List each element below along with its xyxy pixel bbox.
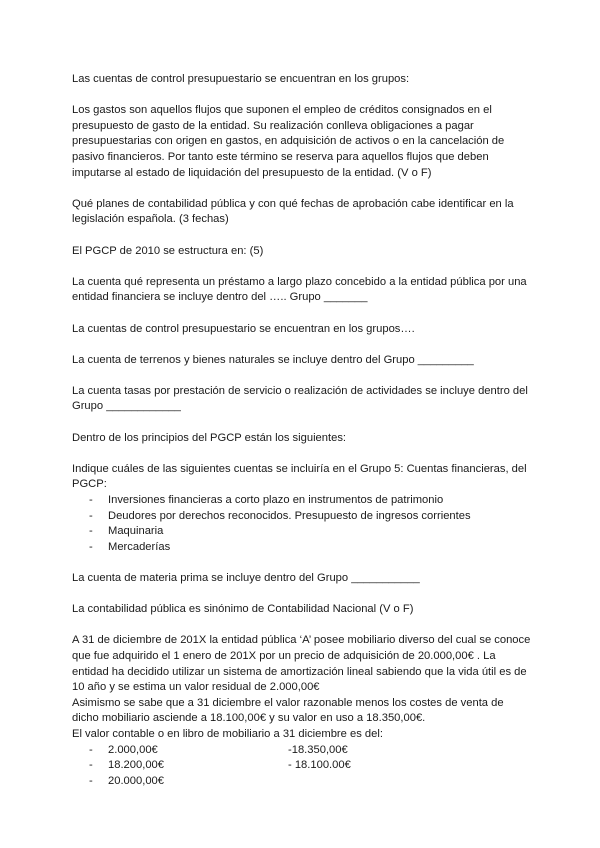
question-grupo-5: Indique cuáles de las siguientes cuentas se incluiría en el Grupo 5: Cuentas financieras, del PGCP:	[72, 462, 527, 491]
question-mobiliario-valores: Asimismo se sabe que a 31 diciembre el valor razonable menos los costes de venta de dicho mobiliario asciende a 18.100,00€ y su valor en uso a 18.350,00€.	[72, 696, 504, 725]
document-page	[72, 72, 532, 789]
dash-marker: -	[89, 759, 93, 772]
list-item	[72, 758, 532, 774]
grupo-5-options	[72, 493, 532, 555]
list-item	[72, 509, 532, 525]
question-mobiliario-pregunta: El valor contable o en libro de mobiliario a 31 diciembre es del:	[72, 727, 383, 740]
mobiliario-options	[72, 743, 532, 790]
option-text: Deudores por derechos reconocidos. Presupuesto de ingresos corrientes	[108, 509, 471, 522]
option-value: -18.350,00€	[288, 743, 348, 756]
dash-marker: -	[89, 743, 93, 756]
question-prestamo-largo-plazo: La cuenta qué representa un préstamo a largo plazo concebido a la entidad pública por una entidad financiera se incluye dentro del ….. Grupo _______	[72, 275, 527, 304]
question-principios-pgcp: Dentro de los principios del PGCP están los siguientes:	[72, 431, 347, 444]
option-text: Maquinaria	[108, 525, 164, 538]
question-contabilidad-nacional: La contabilidad pública es sinónimo de Contabilidad Nacional (V o F)	[72, 603, 414, 616]
question-tasas: La cuenta tasas por prestación de servicio o realización de actividades se incluye dentro del Grupo ____________	[72, 384, 528, 413]
question-gastos-definicion: Los gastos son aquellos flujos que suponen el empleo de créditos consignados en el presupuesto de gasto de la entidad. Su realización conlleva obligaciones a pagar presupuestarias con origen en gastos, en adquisición de activos o en la cancelación de pasivo financieros. Por tanto este término se reserva para aquellos flujos que deben imputarse al estado de liquidación del presupuesto de la entidad. (V o F)	[72, 104, 505, 179]
option-value: 2.000,00€	[108, 743, 158, 756]
list-item	[72, 493, 532, 509]
question-control-presupuestario: Las cuentas de control presupuestario se encuentran en los grupos:	[72, 73, 410, 85]
option-value: 18.200,00€	[108, 759, 164, 772]
option-text: Mercaderías	[108, 540, 171, 553]
question-mobiliario-enunciado: A 31 de diciembre de 201X la entidad pública ‘A’ posee mobiliario diverso del cual se conoce que fue adquirido el 1 enero de 201X por un precio de adquisición de 20.000,00€ . La entidad ha decidido utilizar un sistema de amortización lineal sabiendo que la vida útil es de 10 año y se estima un valor residual de 2.000,00€	[72, 634, 531, 694]
question-cuentas-control: La cuentas de control presupuestario se encuentran en los grupos….	[72, 322, 415, 335]
option-text: Inversiones financieras a corto plazo en instrumentos de patrimonio	[108, 494, 444, 507]
question-terrenos: La cuenta de terrenos y bienes naturales se incluye dentro del Grupo _________	[72, 353, 474, 366]
dash-marker: -	[89, 540, 93, 553]
option-value: 20.000,00€	[108, 774, 164, 787]
dash-marker: -	[89, 494, 93, 507]
list-item	[72, 524, 532, 540]
question-planes-contabilidad: Qué planes de contabilidad pública y con qué fechas de aprobación cabe identificar en la legislación española. (3 fechas)	[72, 197, 514, 226]
option-value: - 18.100.00€	[288, 759, 351, 772]
dash-marker: -	[89, 509, 93, 522]
dash-marker: -	[89, 774, 93, 787]
question-materia-prima: La cuenta de materia prima se incluye dentro del Grupo ___________	[72, 572, 420, 584]
list-item	[72, 743, 532, 759]
dash-marker: -	[89, 525, 93, 538]
list-item	[72, 540, 532, 556]
question-pgcp-estructura: El PGCP de 2010 se estructura en: (5)	[72, 244, 264, 257]
list-item	[72, 774, 532, 790]
